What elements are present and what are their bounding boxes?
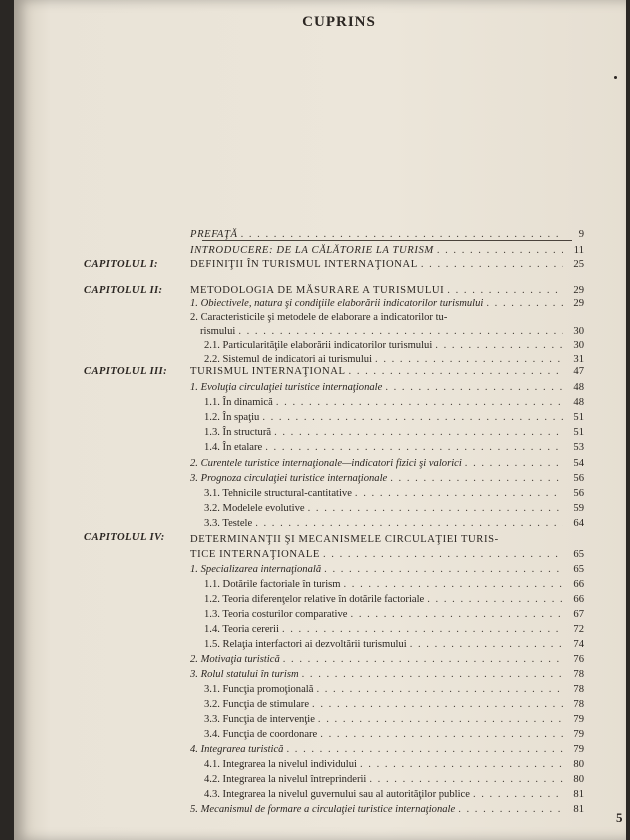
toc-entry-page: 56 (573, 473, 584, 484)
dot-leader (302, 668, 563, 682)
toc-entry-title: 1.3. În structură (204, 427, 272, 438)
toc-entry-page: 74 (573, 639, 584, 650)
dot-leader (369, 773, 563, 787)
toc-entry-title: 1.4. Teoria cererii (204, 624, 279, 635)
toc-entry (190, 258, 584, 272)
dot-leader (435, 339, 563, 353)
toc-entry-title: 4. Integrarea turistică (190, 744, 284, 755)
toc-entry-title: DEFINIŢII ÎN TURISMUL INTERNAŢIONAL (190, 259, 418, 270)
toc-entry (204, 411, 584, 425)
dot-leader (324, 563, 563, 577)
toc-entry-page: 29 (573, 298, 584, 309)
toc-entry-page: 78 (573, 699, 584, 710)
toc-entry-title: 1.2. Teoria diferenţelor relative în dotările factoriale (204, 594, 425, 605)
ink-dot (614, 76, 617, 79)
toc-entry (190, 803, 584, 817)
toc-entry-title: 2. Motivaţia turistică (190, 654, 280, 665)
toc-entry-title: 2. Curentele turistice internaţionale—indicatori fizici şi valorici (190, 458, 462, 469)
toc-entry-title: 3. Prognoza circulaţiei turistice internaţionale (190, 473, 388, 484)
toc-entry-title: TICE INTERNAŢIONALE (190, 549, 320, 560)
toc-entry-title: 3.1. Funcţia promoţională (204, 684, 314, 695)
dot-leader (323, 548, 563, 562)
dot-leader (486, 297, 563, 311)
dot-leader (255, 517, 563, 531)
toc-entry-page: 81 (573, 789, 584, 800)
toc-entry (204, 728, 584, 742)
toc-entry-title: 1.2. În spaţiu (204, 412, 260, 423)
toc-entry-title: 3.2. Modelele evolutive (204, 503, 305, 514)
toc-entry-title: 1. Obiectivele, natura şi condiţiile elaborării indicatorilor turismului (190, 298, 484, 309)
toc-entry-title: PREFAŢĂ (190, 229, 238, 240)
toc-entry (190, 533, 584, 547)
toc-entry (204, 638, 584, 652)
toc-entry-page: 78 (573, 669, 584, 680)
dot-leader (351, 608, 563, 622)
dot-leader (262, 411, 563, 425)
toc-entry-title: 3.2. Funcţia de stimulare (204, 699, 310, 710)
toc-entry (204, 713, 584, 727)
toc-entry (190, 548, 584, 562)
page-number: 5 (616, 810, 623, 825)
toc-entry-page: 79 (573, 714, 584, 725)
toc-entry-page: 66 (573, 579, 584, 590)
toc-entry-page: 30 (573, 326, 584, 337)
toc-entry-page: 47 (573, 366, 584, 377)
dot-leader (238, 325, 563, 339)
toc-entry-title: 1.1. În dinamică (204, 397, 273, 408)
dot-leader (355, 487, 563, 501)
page-title: CUPRINS (302, 14, 376, 30)
toc-entry (190, 244, 584, 258)
toc-entry (204, 773, 584, 787)
toc-entry (190, 311, 584, 325)
toc-entry-title: 4.2. Integrarea la nivelul întreprinderii (204, 774, 367, 785)
toc-entry-page: 81 (573, 804, 584, 815)
toc-entry (204, 788, 584, 802)
toc-entry (204, 758, 584, 772)
toc-entry (204, 339, 584, 353)
toc-entry-page: 65 (573, 549, 584, 560)
dot-leader (308, 502, 563, 516)
dot-leader (312, 698, 563, 712)
toc-entry-page: 51 (573, 427, 584, 438)
dot-leader (316, 683, 563, 697)
toc-entry-title: DETERMINANŢII ŞI MECANISMELE CIRCULAŢIEI TURIS- (190, 534, 499, 545)
dot-leader (437, 244, 563, 258)
dot-leader (318, 713, 563, 727)
toc-entry (190, 457, 584, 471)
toc-entry (190, 653, 584, 667)
dot-leader (390, 472, 563, 486)
toc-entry-title: 3. Rolul statului în turism (190, 669, 299, 680)
toc-entry-page: 80 (573, 774, 584, 785)
dot-leader (241, 228, 563, 242)
toc-entry-title: 2.1. Particularităţile elaborării indicatorilor turismului (204, 340, 433, 351)
dot-leader (410, 638, 563, 652)
toc-entry-title: 1. Evoluţia circulaţiei turistice internaţionale (190, 382, 383, 393)
dot-leader (344, 578, 564, 592)
toc-entry-page: 64 (573, 518, 584, 529)
toc-entry (204, 608, 584, 622)
toc-entry-page: 56 (573, 488, 584, 499)
toc-entry-page: 51 (573, 412, 584, 423)
toc-entry-page: 79 (573, 744, 584, 755)
toc-entry (200, 325, 584, 339)
dot-leader (385, 381, 563, 395)
dot-leader (458, 803, 563, 817)
toc-entry-title: 4.3. Integrarea la nivelul guvernului sau al autorităţilor publice (204, 789, 470, 800)
chapter-label: CAPITOLUL I: (84, 259, 158, 270)
dot-leader (427, 593, 563, 607)
toc-entry-title: METODOLOGIA DE MĂSURARE A TURISMULUI (190, 285, 445, 296)
dot-leader (286, 743, 563, 757)
toc-entry-page: 53 (573, 442, 584, 453)
dot-leader (465, 457, 563, 471)
toc-entry-title: 3.3. Testele (204, 518, 253, 529)
toc-entry-title: 2. Caracteristicile şi metodele de elaborare a indicatorilor tu- (190, 312, 448, 323)
toc-entry (190, 472, 584, 486)
dot-leader (276, 396, 563, 410)
toc-entry-title: INTRODUCERE: DE LA CĂLĂTORIE LA TURISM (190, 245, 434, 256)
toc-entry (204, 683, 584, 697)
dot-leader (265, 441, 563, 455)
toc-entry-page: 80 (573, 759, 584, 770)
toc-entry (204, 578, 584, 592)
toc-entry-page: 72 (573, 624, 584, 635)
toc-entry-title: 3.1. Tehnicile structural-cantitative (204, 488, 352, 499)
toc-entry-page: 66 (573, 594, 584, 605)
toc-entry (190, 668, 584, 682)
dot-leader (349, 365, 563, 379)
dot-leader (447, 284, 563, 298)
toc-entry (190, 297, 584, 311)
toc-entry-title: 4.1. Integrarea la nivelul individului (204, 759, 357, 770)
toc-entry (204, 517, 584, 531)
toc-entry (190, 365, 584, 379)
toc-entry (204, 502, 584, 516)
toc-entry (204, 593, 584, 607)
toc-entry (190, 381, 584, 395)
toc-entry (190, 228, 584, 242)
toc-entry-page: 59 (573, 503, 584, 514)
toc-entry-title: TURISMUL INTERNAŢIONAL (190, 366, 346, 377)
toc-entry-title: 1.1. Dotările factoriale în turism (204, 579, 341, 590)
chapter-label: CAPITOLUL IV: (84, 532, 165, 543)
toc-entry (204, 426, 584, 440)
toc-entry-title: 3.4. Funcţia de coordonare (204, 729, 318, 740)
toc-entry (204, 623, 584, 637)
dot-leader (320, 728, 563, 742)
toc-entry-page: 54 (573, 458, 584, 469)
toc-entry-title: 1.4. În etalare (204, 442, 263, 453)
toc-entry-page: 65 (573, 564, 584, 575)
toc-entry-title: 2.2. Sistemul de indicatori ai turismului (204, 354, 373, 365)
dot-leader (282, 623, 563, 637)
toc-entry-title: 3.3. Funcţia de intervenţie (204, 714, 315, 725)
dot-leader (283, 653, 563, 667)
toc-entry (190, 743, 584, 757)
toc-entry-page: 76 (573, 654, 584, 665)
toc-entry (204, 441, 584, 455)
toc-entry-title: rismului (200, 326, 236, 337)
dot-leader (473, 788, 563, 802)
toc-entry-page: 79 (573, 729, 584, 740)
toc-entry-page: 30 (573, 340, 584, 351)
dot-leader (360, 758, 563, 772)
toc-entry (204, 487, 584, 501)
toc-entry-page: 31 (573, 354, 584, 365)
toc-entry-page: 48 (573, 382, 584, 393)
toc-entry (204, 396, 584, 410)
toc-entry-title: 1.3. Teoria costurilor comparative (204, 609, 348, 620)
toc-entry (190, 284, 584, 298)
toc-entry-title: 5. Mecanismul de formare a circulaţiei turistice internaţionale (190, 804, 456, 815)
toc-entry-title: 1.5. Relaţia interfactori ai dezvoltării turismului (204, 639, 407, 650)
toc-entry-page: 11 (573, 245, 584, 256)
dot-leader (274, 426, 563, 440)
toc-entry (204, 698, 584, 712)
dot-leader (421, 258, 563, 272)
toc-entry-page: 25 (573, 259, 584, 270)
chapter-label: CAPITOLUL III: (84, 366, 167, 377)
chapter-label: CAPITOLUL II: (84, 285, 163, 296)
toc-entry-page: 29 (573, 285, 584, 296)
toc-entry (190, 563, 584, 577)
book-page (14, 0, 626, 840)
toc-entry-page: 67 (573, 609, 584, 620)
toc-entry-title: 1. Specializarea internaţională (190, 564, 322, 575)
toc-entry-page: 9 (578, 229, 584, 240)
toc-entry-page: 78 (573, 684, 584, 695)
toc-entry-page: 48 (573, 397, 584, 408)
